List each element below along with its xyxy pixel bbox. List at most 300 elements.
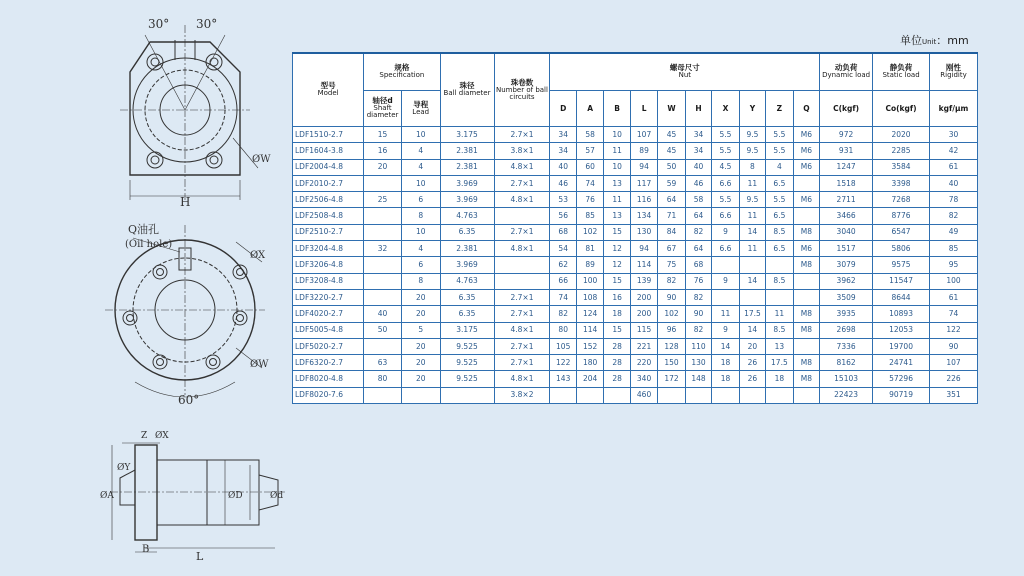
- cell-a: [576, 387, 603, 403]
- cell-circ: 2.7×1: [494, 355, 550, 371]
- cell-z: [766, 387, 793, 403]
- col-Y: Y: [739, 91, 765, 127]
- oil-hole-en-label: (Oil hole): [125, 239, 173, 250]
- cell-lead: 8: [401, 208, 440, 224]
- table-row: [293, 338, 978, 354]
- cell-h: 82: [685, 322, 711, 338]
- cell-z: 5.5: [766, 143, 793, 159]
- cell-ball: 9.525: [440, 355, 494, 371]
- col-W: W: [658, 91, 685, 127]
- angle-60-label: 60°: [178, 393, 200, 407]
- cell-d: 63: [364, 355, 402, 371]
- cell-h: 82: [685, 224, 711, 240]
- cell-model: LDF2506-4.8: [293, 192, 364, 208]
- cell-circ: 3.8×1: [494, 143, 550, 159]
- cell-q: M6: [793, 127, 820, 143]
- col-circuits: 珠卷数 Number of ball circuits: [494, 53, 550, 127]
- cell-w: 67: [658, 241, 685, 257]
- cell-co: 7268: [873, 192, 930, 208]
- table-row: [293, 127, 978, 143]
- cell-b: 28: [604, 355, 630, 371]
- cell-q: M6: [793, 241, 820, 257]
- cell-circ: 2.7×1: [494, 289, 550, 305]
- cell-d: [364, 224, 402, 240]
- cell-y: 9.5: [739, 192, 765, 208]
- cell-h: 40: [685, 159, 711, 175]
- cell-circ: 2.7×1: [494, 338, 550, 354]
- cell-circ: [494, 208, 550, 224]
- cell-co: 9575: [873, 257, 930, 273]
- cell-lead: 20: [401, 306, 440, 322]
- cell-model: LDF4020-2.7: [293, 306, 364, 322]
- cell-w: 59: [658, 175, 685, 191]
- cell-circ: 4.8×1: [494, 192, 550, 208]
- cell-d: 32: [364, 241, 402, 257]
- cell-co: 8644: [873, 289, 930, 305]
- cell-w: 96: [658, 322, 685, 338]
- oil-hole-cn-label: Q油孔: [128, 223, 160, 236]
- col-rigidity: 刚性 Rigidity: [930, 53, 978, 91]
- cell-ball: 3.175: [440, 322, 494, 338]
- cell-y: [739, 387, 765, 403]
- cell-d: 66: [550, 273, 576, 289]
- cell-c: 3079: [820, 257, 873, 273]
- cell-l: 200: [630, 289, 657, 305]
- cell-z: 18: [766, 371, 793, 387]
- cell-a: 152: [576, 338, 603, 354]
- cell-a: 58: [576, 127, 603, 143]
- cell-h: 68: [685, 257, 711, 273]
- cell-z: 13: [766, 338, 793, 354]
- cell-b: 11: [604, 192, 630, 208]
- cell-l: 139: [630, 273, 657, 289]
- cell-l: 116: [630, 192, 657, 208]
- cell-w: 82: [658, 273, 685, 289]
- cell-co: 2020: [873, 127, 930, 143]
- cell-y: 26: [739, 371, 765, 387]
- cell-lead: 10: [401, 127, 440, 143]
- cell-h: 148: [685, 371, 711, 387]
- cell-d: 105: [550, 338, 576, 354]
- cell-k: 107: [930, 355, 978, 371]
- table-row: [293, 289, 978, 305]
- cell-d: 143: [550, 371, 576, 387]
- col-X: X: [712, 91, 739, 127]
- cell-l: 114: [630, 257, 657, 273]
- cell-x: 18: [712, 355, 739, 371]
- cell-q: M8: [793, 224, 820, 240]
- cell-d: 82: [550, 306, 576, 322]
- cell-b: 10: [604, 159, 630, 175]
- cell-k: 90: [930, 338, 978, 354]
- dim-a-label: ØA: [100, 491, 114, 501]
- cell-w: 90: [658, 289, 685, 305]
- cell-co: 19700: [873, 338, 930, 354]
- cell-lead: 20: [401, 355, 440, 371]
- table-row: [293, 175, 978, 191]
- cell-w: 45: [658, 143, 685, 159]
- cell-model: LDF2508-4.8: [293, 208, 364, 224]
- cell-c: 2711: [820, 192, 873, 208]
- cell-y: 11: [739, 208, 765, 224]
- cell-ball: [440, 387, 494, 403]
- cell-k: 30: [930, 127, 978, 143]
- cell-h: 34: [685, 127, 711, 143]
- cell-y: 11: [739, 175, 765, 191]
- cell-x: 6.6: [712, 208, 739, 224]
- cell-k: 226: [930, 371, 978, 387]
- cell-a: 204: [576, 371, 603, 387]
- cell-model: LDF3206-4.8: [293, 257, 364, 273]
- cell-b: 18: [604, 306, 630, 322]
- cell-ball: 4.763: [440, 273, 494, 289]
- cell-d: 25: [364, 192, 402, 208]
- cell-l: 89: [630, 143, 657, 159]
- cell-lead: 6: [401, 192, 440, 208]
- cell-d: 46: [550, 175, 576, 191]
- cell-lead: 6: [401, 257, 440, 273]
- nut-side-view: [110, 443, 285, 552]
- cell-w: 172: [658, 371, 685, 387]
- cell-q: M6: [793, 192, 820, 208]
- cell-x: 9: [712, 322, 739, 338]
- col-L: L: [630, 91, 657, 127]
- cell-ball: 3.969: [440, 257, 494, 273]
- cell-co: 2285: [873, 143, 930, 159]
- cell-a: 108: [576, 289, 603, 305]
- cell-ball: 9.525: [440, 371, 494, 387]
- table-row: [293, 387, 978, 403]
- cell-d: [364, 273, 402, 289]
- table-row: [293, 208, 978, 224]
- cell-z: 8.5: [766, 224, 793, 240]
- cell-circ: 3.8×2: [494, 387, 550, 403]
- cell-w: 64: [658, 192, 685, 208]
- cell-model: LDF1604-3.8: [293, 143, 364, 159]
- cell-co: 10893: [873, 306, 930, 322]
- cell-c: 3466: [820, 208, 873, 224]
- cell-a: 76: [576, 192, 603, 208]
- col-model: 型号 Model: [293, 53, 364, 127]
- cell-d: 80: [550, 322, 576, 338]
- cell-d: 54: [550, 241, 576, 257]
- cell-ball: 6.35: [440, 306, 494, 322]
- cell-c: 3509: [820, 289, 873, 305]
- cell-model: LDF6320-2.7: [293, 355, 364, 371]
- unit-label: 单位Unit：mm: [900, 34, 969, 47]
- cell-k: 82: [930, 208, 978, 224]
- col-shaft: 轴径d Shaft diameter: [364, 91, 402, 127]
- cell-d: 62: [550, 257, 576, 273]
- table-row: [293, 355, 978, 371]
- col-Q: Q: [793, 91, 820, 127]
- cell-q: M8: [793, 322, 820, 338]
- cell-x: 5.5: [712, 143, 739, 159]
- cell-d: [550, 387, 576, 403]
- cell-q: [793, 175, 820, 191]
- col-lead: 导程 Lead: [401, 91, 440, 127]
- cell-d: 16: [364, 143, 402, 159]
- cell-co: 8776: [873, 208, 930, 224]
- cell-lead: 4: [401, 143, 440, 159]
- col-D: D: [550, 91, 576, 127]
- cell-z: 17.5: [766, 355, 793, 371]
- cell-k: 78: [930, 192, 978, 208]
- cell-co: 90719: [873, 387, 930, 403]
- cell-c: 1247: [820, 159, 873, 175]
- cell-l: 460: [630, 387, 657, 403]
- cell-lead: 10: [401, 224, 440, 240]
- cell-l: 134: [630, 208, 657, 224]
- cell-q: [793, 338, 820, 354]
- cell-b: 12: [604, 257, 630, 273]
- cell-d: [364, 208, 402, 224]
- cell-circ: [494, 257, 550, 273]
- cell-model: LDF8020-7.6: [293, 387, 364, 403]
- cell-y: [739, 289, 765, 305]
- cell-w: 84: [658, 224, 685, 240]
- cell-circ: [494, 273, 550, 289]
- cell-d: 56: [550, 208, 576, 224]
- cell-d: 40: [550, 159, 576, 175]
- cell-circ: 4.8×1: [494, 241, 550, 257]
- cell-l: 220: [630, 355, 657, 371]
- cell-x: 14: [712, 338, 739, 354]
- cell-c: 3962: [820, 273, 873, 289]
- cell-d: 50: [364, 322, 402, 338]
- cell-q: M8: [793, 355, 820, 371]
- col-A: A: [576, 91, 603, 127]
- cell-z: 5.5: [766, 127, 793, 143]
- cell-a: 57: [576, 143, 603, 159]
- cell-lead: 20: [401, 371, 440, 387]
- cell-z: 6.5: [766, 241, 793, 257]
- cell-c: 7336: [820, 338, 873, 354]
- cell-k: 49: [930, 224, 978, 240]
- cell-model: LDF5005-4.8: [293, 322, 364, 338]
- table-row: [293, 192, 978, 208]
- cell-co: 3398: [873, 175, 930, 191]
- cell-b: 13: [604, 175, 630, 191]
- cell-w: 75: [658, 257, 685, 273]
- cell-lead: 4: [401, 241, 440, 257]
- technical-drawings: [0, 0, 290, 576]
- cell-c: 972: [820, 127, 873, 143]
- cell-d: [364, 257, 402, 273]
- cell-z: 8.5: [766, 273, 793, 289]
- cell-a: 102: [576, 224, 603, 240]
- col-nut: 螺母尺寸 Nut: [550, 53, 820, 91]
- cell-model: LDF1510-2.7: [293, 127, 364, 143]
- cell-lead: 20: [401, 289, 440, 305]
- cell-x: 6.6: [712, 175, 739, 191]
- cell-y: [739, 257, 765, 273]
- cell-h: [685, 387, 711, 403]
- cell-c: 15103: [820, 371, 873, 387]
- cell-ball: 3.969: [440, 175, 494, 191]
- dim-w-top-label: ØW: [252, 154, 271, 165]
- table-row: [293, 224, 978, 240]
- cell-x: 18: [712, 371, 739, 387]
- cell-a: 124: [576, 306, 603, 322]
- cell-a: 180: [576, 355, 603, 371]
- cell-k: 61: [930, 289, 978, 305]
- cell-q: M8: [793, 257, 820, 273]
- col-c: C(kgf): [820, 91, 873, 127]
- cell-h: 76: [685, 273, 711, 289]
- cell-model: LDF3220-2.7: [293, 289, 364, 305]
- cell-d: [364, 289, 402, 305]
- cell-ball: 4.763: [440, 208, 494, 224]
- cell-x: 11: [712, 306, 739, 322]
- cell-d: 122: [550, 355, 576, 371]
- cell-c: 3935: [820, 306, 873, 322]
- cell-k: 85: [930, 241, 978, 257]
- cell-ball: 6.35: [440, 224, 494, 240]
- cell-y: 11: [739, 241, 765, 257]
- cell-d: 34: [550, 143, 576, 159]
- cell-b: 28: [604, 338, 630, 354]
- cell-a: 81: [576, 241, 603, 257]
- cell-b: 15: [604, 224, 630, 240]
- cell-circ: 2.7×1: [494, 175, 550, 191]
- cell-l: 94: [630, 241, 657, 257]
- col-ball: 珠径 Ball diameter: [440, 53, 494, 127]
- cell-k: 100: [930, 273, 978, 289]
- col-B: B: [604, 91, 630, 127]
- col-k: kgf/μm: [930, 91, 978, 127]
- cell-model: LDF8020-4.8: [293, 371, 364, 387]
- dim-z-label: Z: [141, 431, 148, 441]
- cell-x: 9: [712, 273, 739, 289]
- cell-circ: 2.7×1: [494, 127, 550, 143]
- cell-h: 130: [685, 355, 711, 371]
- cell-co: 6547: [873, 224, 930, 240]
- cell-z: 5.5: [766, 192, 793, 208]
- dim-l-label: L: [196, 550, 204, 563]
- cell-h: 90: [685, 306, 711, 322]
- cell-k: 122: [930, 322, 978, 338]
- cell-a: 85: [576, 208, 603, 224]
- cell-w: 50: [658, 159, 685, 175]
- cell-k: 74: [930, 306, 978, 322]
- cell-x: 5.5: [712, 127, 739, 143]
- col-dynamic: 动负荷 Dynamic load: [820, 53, 873, 91]
- col-spec: 规格 Specification: [364, 53, 440, 91]
- angle-right-label: 30°: [196, 17, 218, 31]
- cell-a: 60: [576, 159, 603, 175]
- cell-model: LDF3204-4.8: [293, 241, 364, 257]
- cell-a: 100: [576, 273, 603, 289]
- cell-h: 46: [685, 175, 711, 191]
- cell-w: [658, 387, 685, 403]
- cell-co: 24741: [873, 355, 930, 371]
- cell-c: 3040: [820, 224, 873, 240]
- angle-left-label: 30°: [148, 17, 170, 31]
- cell-d: 15: [364, 127, 402, 143]
- cell-k: 351: [930, 387, 978, 403]
- cell-ball: 2.381: [440, 159, 494, 175]
- cell-l: 340: [630, 371, 657, 387]
- cell-model: LDF2004-4.8: [293, 159, 364, 175]
- cell-y: 14: [739, 224, 765, 240]
- cell-w: 102: [658, 306, 685, 322]
- cell-l: 115: [630, 322, 657, 338]
- cell-d: 68: [550, 224, 576, 240]
- cell-h: 34: [685, 143, 711, 159]
- cell-co: 11547: [873, 273, 930, 289]
- cell-l: 221: [630, 338, 657, 354]
- cell-circ: 2.7×1: [494, 306, 550, 322]
- cell-c: 8162: [820, 355, 873, 371]
- cell-h: 64: [685, 208, 711, 224]
- cell-lead: [401, 387, 440, 403]
- table-row: [293, 306, 978, 322]
- cell-b: 15: [604, 322, 630, 338]
- cell-y: 14: [739, 273, 765, 289]
- cell-x: [712, 387, 739, 403]
- cell-c: 2698: [820, 322, 873, 338]
- cell-k: 42: [930, 143, 978, 159]
- cell-y: 17.5: [739, 306, 765, 322]
- cell-b: 11: [604, 143, 630, 159]
- cell-x: 5.5: [712, 192, 739, 208]
- cell-lead: 4: [401, 159, 440, 175]
- cell-y: 20: [739, 338, 765, 354]
- cell-b: 10: [604, 127, 630, 143]
- cell-q: M8: [793, 306, 820, 322]
- cell-a: 74: [576, 175, 603, 191]
- cell-q: [793, 208, 820, 224]
- cell-d: 80: [364, 371, 402, 387]
- cell-y: 26: [739, 355, 765, 371]
- flange-round-view: [105, 225, 265, 397]
- cell-lead: 5: [401, 322, 440, 338]
- cell-model: LDF3208-4.8: [293, 273, 364, 289]
- cell-l: 117: [630, 175, 657, 191]
- col-static: 静负荷 Static load: [873, 53, 930, 91]
- cell-b: [604, 387, 630, 403]
- cell-l: 130: [630, 224, 657, 240]
- table-row: [293, 241, 978, 257]
- cell-b: 13: [604, 208, 630, 224]
- cell-model: LDF2010-2.7: [293, 175, 364, 191]
- cell-z: 6.5: [766, 175, 793, 191]
- spec-table: [292, 52, 978, 404]
- cell-x: [712, 289, 739, 305]
- cell-c: 22423: [820, 387, 873, 403]
- cell-a: 89: [576, 257, 603, 273]
- col-H: H: [685, 91, 711, 127]
- cell-l: 107: [630, 127, 657, 143]
- dim-x-label: ØX: [250, 250, 266, 261]
- dim-d-label: ØD: [228, 491, 243, 501]
- dim-x-side-label: ØX: [155, 431, 169, 441]
- dim-h-label: H: [180, 195, 191, 209]
- cell-d: [364, 387, 402, 403]
- table-row: [293, 273, 978, 289]
- cell-z: [766, 257, 793, 273]
- cell-circ: 4.8×1: [494, 371, 550, 387]
- cell-z: 6.5: [766, 208, 793, 224]
- cell-y: 9.5: [739, 143, 765, 159]
- cell-circ: 4.8×1: [494, 322, 550, 338]
- cell-q: M6: [793, 143, 820, 159]
- cell-l: 94: [630, 159, 657, 175]
- table-row: [293, 371, 978, 387]
- cell-ball: 9.525: [440, 338, 494, 354]
- dim-y-label: ØY: [117, 463, 131, 473]
